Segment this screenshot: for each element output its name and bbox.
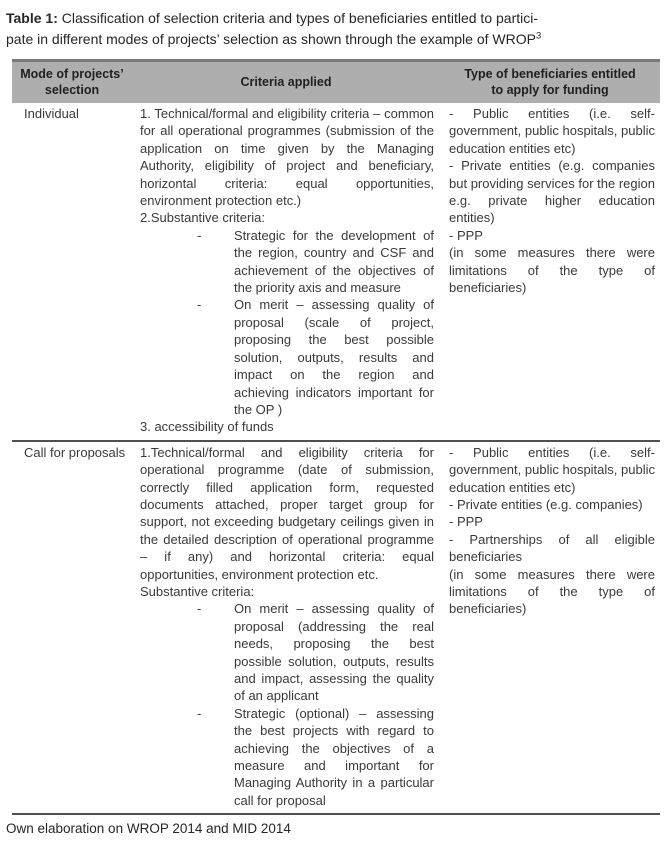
beneficiary-item: - PPP (449, 514, 483, 530)
criteria-bullet-text: On merit – assessing quality of proposal (scale of project, proposing the best possible solution, outputs, results and impact on the region and achieving indicators important for the OP ) (234, 297, 434, 417)
beneficiary-item: - Private entities (e.g. companies) (449, 496, 643, 512)
footnote-ref: 3 (535, 30, 542, 42)
beneficiary-item: - Public entities (i.e. self-government, public hospitals, public education entities etc) (449, 444, 655, 495)
criteria-bullet-item (140, 600, 434, 704)
table-caption (6, 8, 660, 50)
classification-table (12, 59, 660, 815)
caption-line-2 (6, 29, 660, 50)
criteria-applied-cell (132, 103, 440, 441)
table-header-row (12, 61, 660, 104)
dash-bullet-marker: - (197, 601, 202, 617)
table-body (12, 103, 660, 814)
criteria-bullet-item (140, 705, 434, 809)
caption-label: Table 1: (6, 10, 58, 26)
header-line: Criteria applied (240, 75, 332, 89)
beneficiary-item: - Partnerships of all eligible beneficiaries (449, 531, 655, 565)
criteria-applied-cell (132, 441, 440, 815)
beneficiary-item: - Public entities (i.e. self-government, public hospitals, public education entities etc) (449, 106, 655, 156)
criteria-bullet-text: On merit – assessing quality of proposal (addressing the real needs, proposing the best possible solution, outputs, results and impact, assessing the quality of an applicant (234, 601, 434, 704)
caption-line-2-text: pate in different modes of projects’ selection as shown through the example of WROP (6, 31, 536, 47)
criteria-item: 2.Substantive criteria: (140, 210, 266, 226)
header-line: selection (44, 83, 100, 97)
table-header (12, 61, 660, 104)
criteria-item: 3. accessibility of funds (140, 419, 274, 435)
beneficiary-item: - Private entities (e.g. companies but providing services for the region e.g. private higher education entities) (449, 158, 655, 226)
source-note: Own elaboration on WROP 2014 and MID 2014 (6, 821, 291, 837)
beneficiaries-cell (440, 441, 660, 815)
criteria-item: 1. Technical/formal and eligibility criteria – common for all operational programmes (submission of the application on time given by the Managing Authority, eligibility of project and beneficiary, horizontal criteria: equal opportunities, environment protection etc.) (140, 106, 434, 209)
dash-bullet-marker: - (197, 297, 202, 313)
dash-bullet-marker: - (197, 705, 202, 721)
table-row (12, 441, 660, 815)
criteria-bullet-item (140, 227, 434, 297)
beneficiary-item: (in some measures there were limitations of the type of beneficiaries) (449, 245, 655, 296)
criteria-bullet-text: Strategic (optional) – assessing the best projects with regard to achieving the objectives of a measure and important for Managing Authority in a particular call for proposal (234, 705, 434, 808)
criteria-bullet-text: Strategic for the development of the region, country and CSF and achievement of the objectives of the priority axis and measure (234, 227, 434, 296)
header-mode-of-selection (12, 61, 132, 104)
beneficiaries-cell (440, 103, 660, 441)
table-row (12, 103, 660, 441)
criteria-item: Substantive criteria: (140, 583, 255, 599)
header-criteria-applied (132, 61, 440, 104)
beneficiary-item: (in some measures there were limitations of the type of beneficiaries) (449, 566, 655, 617)
caption-line-1 (6, 8, 660, 29)
beneficiary-item: - PPP (449, 227, 483, 243)
caption-line-1-text: Classification of selection criteria and types of beneficiaries entitled to partici- (57, 10, 538, 26)
mode-of-selection-cell: Individual (24, 106, 79, 121)
header-beneficiaries (440, 61, 660, 104)
header-line: Mode of projects’ (20, 67, 124, 81)
criteria-bullet-item (140, 296, 434, 418)
header-line: to apply for funding (491, 83, 609, 97)
mode-of-selection-cell: Call for proposals (12, 441, 132, 815)
criteria-item: 1.Technical/formal and eligibility criteria for operational programme (date of submission, correctly filled application form, requested documents attached, proper target group for support, not exceeding budgetary ceilings given in the detailed description of operational programme – if any) and horizontal criteria: equal opportunities, environment protection etc. (140, 444, 434, 582)
dash-bullet-marker: - (197, 227, 202, 243)
header-line: Type of beneficiaries entitled (464, 67, 636, 81)
